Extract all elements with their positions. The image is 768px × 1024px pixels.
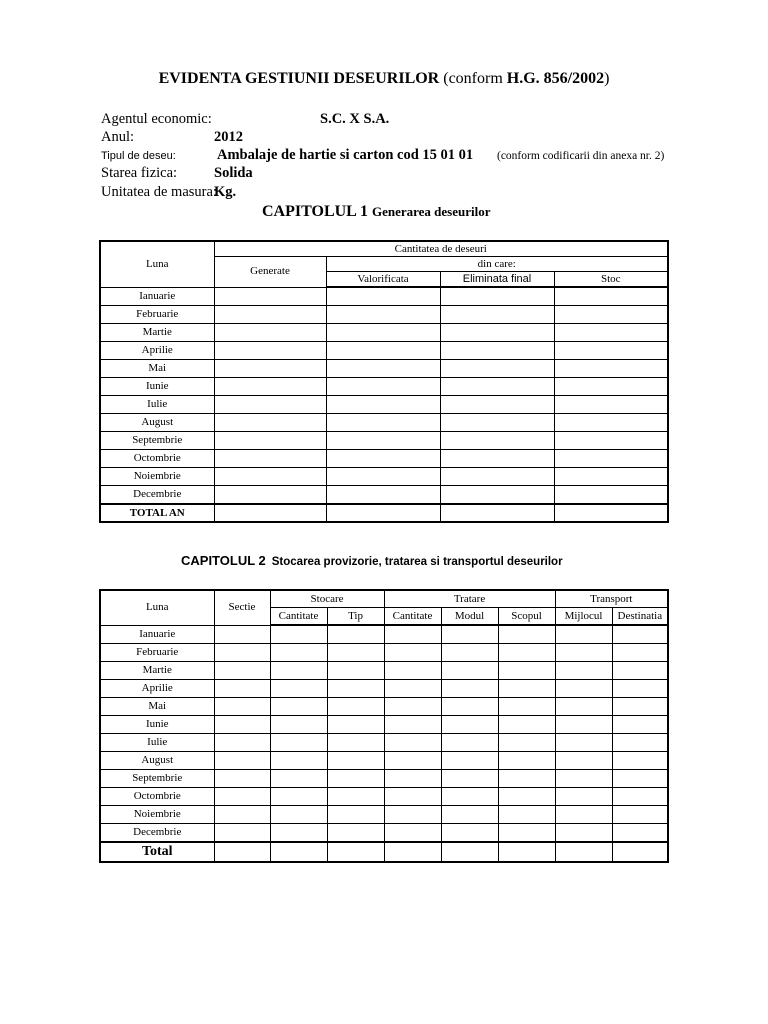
total-row	[100, 842, 668, 862]
data-cell[interactable]	[441, 625, 498, 644]
data-cell[interactable]	[214, 662, 270, 680]
data-cell[interactable]	[612, 716, 668, 734]
month-cell: Decembrie	[100, 486, 214, 505]
chapter1-heading	[262, 203, 490, 221]
type-note: (conform codificarii din anexa nr. 2)	[497, 150, 665, 162]
eliminata-cell[interactable]	[440, 396, 554, 414]
data-cell[interactable]	[555, 734, 612, 752]
data-cell[interactable]	[270, 824, 327, 843]
valorificata-cell[interactable]	[326, 342, 440, 360]
header-tratare-modul: Modul	[441, 608, 498, 626]
unit-label: Unitatea de masura:	[101, 184, 217, 200]
generate-cell[interactable]	[214, 396, 326, 414]
generate-cell[interactable]	[214, 414, 326, 432]
chapter1-title: Generarea deseurilor	[371, 204, 491, 219]
data-cell[interactable]	[214, 644, 270, 662]
generate-cell[interactable]	[214, 378, 326, 396]
year-value: 2012	[214, 129, 243, 145]
data-cell[interactable]	[384, 625, 441, 644]
header-stoc: Stoc	[554, 272, 668, 288]
header-sectie: Sectie	[214, 590, 270, 625]
month-cell: Septembrie	[100, 770, 214, 788]
eliminata-cell[interactable]	[440, 360, 554, 378]
chapter2-number: CAPITOLUL 2	[181, 553, 266, 568]
data-cell[interactable]	[498, 698, 555, 716]
data-cell[interactable]	[214, 625, 270, 644]
data-cell[interactable]	[555, 770, 612, 788]
title-ref: H.G. 856/2002	[506, 70, 605, 87]
data-cell[interactable]	[384, 644, 441, 662]
total-cell[interactable]	[498, 842, 555, 862]
generate-cell[interactable]	[214, 324, 326, 342]
data-cell[interactable]	[384, 680, 441, 698]
data-cell[interactable]	[555, 698, 612, 716]
table-row	[100, 824, 668, 843]
eliminata-cell[interactable]	[440, 486, 554, 505]
valorificata-cell[interactable]	[326, 396, 440, 414]
stoc-cell[interactable]	[554, 306, 668, 324]
data-cell[interactable]	[612, 680, 668, 698]
generate-cell[interactable]	[214, 468, 326, 486]
table-row	[100, 752, 668, 770]
total-label: TOTAL AN	[100, 504, 214, 522]
total-cell[interactable]	[327, 842, 384, 862]
data-cell[interactable]	[555, 806, 612, 824]
month-cell: Iunie	[100, 716, 214, 734]
data-cell[interactable]	[612, 662, 668, 680]
header-luna: Luna	[100, 241, 214, 287]
data-cell[interactable]	[555, 680, 612, 698]
data-cell[interactable]	[441, 698, 498, 716]
data-cell[interactable]	[441, 806, 498, 824]
header-din-care: din care:	[326, 257, 668, 272]
year-label: Anul:	[101, 129, 135, 145]
data-cell[interactable]	[555, 716, 612, 734]
total-cell[interactable]	[441, 842, 498, 862]
eliminata-cell[interactable]	[440, 414, 554, 432]
table-row	[100, 806, 668, 824]
data-cell[interactable]	[498, 824, 555, 843]
data-cell[interactable]	[555, 788, 612, 806]
data-cell[interactable]	[612, 698, 668, 716]
month-cell: Februarie	[100, 644, 214, 662]
data-cell[interactable]	[498, 662, 555, 680]
generate-cell[interactable]	[214, 450, 326, 468]
data-cell[interactable]	[384, 770, 441, 788]
header-generate: Generate	[214, 257, 326, 288]
title-paren-open: (conform	[443, 70, 507, 87]
data-cell[interactable]	[214, 752, 270, 770]
data-cell[interactable]	[441, 752, 498, 770]
data-cell[interactable]	[384, 716, 441, 734]
chapter2-title: Stocarea provizorie, tratarea si transportul deseurilor	[271, 556, 563, 568]
data-cell[interactable]	[441, 788, 498, 806]
month-cell: Ianuarie	[100, 625, 214, 644]
data-cell[interactable]	[327, 680, 384, 698]
generate-cell[interactable]	[214, 486, 326, 505]
stoc-cell[interactable]	[554, 468, 668, 486]
total-cell[interactable]	[555, 842, 612, 862]
data-cell[interactable]	[612, 770, 668, 788]
data-cell[interactable]	[270, 644, 327, 662]
data-cell[interactable]	[498, 752, 555, 770]
table-row	[100, 788, 668, 806]
data-cell[interactable]	[555, 824, 612, 843]
month-cell: Aprilie	[100, 342, 214, 360]
header-cantitatea: Cantitatea de deseuri	[214, 241, 668, 257]
table-row	[100, 468, 668, 486]
data-cell[interactable]	[327, 788, 384, 806]
type-label: Tipul de deseu:	[101, 150, 176, 162]
data-cell[interactable]	[498, 788, 555, 806]
data-cell[interactable]	[612, 644, 668, 662]
data-cell[interactable]	[441, 662, 498, 680]
month-cell: Noiembrie	[100, 468, 214, 486]
header-eliminata: Eliminata final	[440, 272, 554, 288]
month-cell: Mai	[100, 360, 214, 378]
month-cell: Iulie	[100, 734, 214, 752]
month-cell: Iunie	[100, 378, 214, 396]
valorificata-cell[interactable]	[326, 450, 440, 468]
generate-cell[interactable]	[214, 287, 326, 306]
data-cell[interactable]	[612, 752, 668, 770]
data-cell[interactable]	[555, 644, 612, 662]
data-cell[interactable]	[270, 770, 327, 788]
table-row	[100, 680, 668, 698]
data-cell[interactable]	[214, 680, 270, 698]
data-cell[interactable]	[384, 824, 441, 843]
valorificata-cell[interactable]	[326, 287, 440, 306]
month-cell: Octombrie	[100, 788, 214, 806]
month-cell: Septembrie	[100, 432, 214, 450]
data-cell[interactable]	[612, 824, 668, 843]
data-cell[interactable]	[498, 734, 555, 752]
data-cell[interactable]	[214, 698, 270, 716]
data-cell[interactable]	[498, 716, 555, 734]
eliminata-cell[interactable]	[440, 306, 554, 324]
data-cell[interactable]	[555, 662, 612, 680]
month-cell: Octombrie	[100, 450, 214, 468]
table-row	[100, 698, 668, 716]
stoc-cell[interactable]	[554, 414, 668, 432]
month-cell: Martie	[100, 324, 214, 342]
data-cell[interactable]	[270, 752, 327, 770]
month-cell: August	[100, 414, 214, 432]
data-cell[interactable]	[441, 644, 498, 662]
data-cell[interactable]	[214, 788, 270, 806]
valorificata-cell[interactable]	[326, 414, 440, 432]
data-cell[interactable]	[555, 625, 612, 644]
generate-cell[interactable]	[214, 306, 326, 324]
data-cell[interactable]	[384, 788, 441, 806]
data-cell[interactable]	[270, 716, 327, 734]
month-cell: Iulie	[100, 396, 214, 414]
month-cell: Februarie	[100, 306, 214, 324]
data-cell[interactable]	[498, 625, 555, 644]
data-cell[interactable]	[441, 680, 498, 698]
data-cell[interactable]	[612, 625, 668, 644]
data-cell[interactable]	[214, 734, 270, 752]
agent-value: S.C. X S.A.	[320, 111, 390, 127]
title-paren-close: )	[604, 70, 610, 87]
month-cell: Martie	[100, 662, 214, 680]
valorificata-cell[interactable]	[326, 324, 440, 342]
type-value: Ambalaje de hartie si carton cod 15 01 01	[217, 147, 474, 163]
data-cell[interactable]	[384, 662, 441, 680]
valorificata-cell[interactable]	[326, 378, 440, 396]
data-cell[interactable]	[441, 824, 498, 843]
header-valorificata: Valorificata	[326, 272, 440, 288]
table-row	[100, 342, 668, 360]
month-cell: August	[100, 752, 214, 770]
table-row	[100, 432, 668, 450]
total-cell[interactable]	[384, 842, 441, 862]
table-row	[100, 378, 668, 396]
table-row	[100, 625, 668, 644]
table-row	[100, 450, 668, 468]
table-row	[100, 734, 668, 752]
eliminata-cell[interactable]	[440, 432, 554, 450]
month-cell: Aprilie	[100, 680, 214, 698]
header-tratare: Tratare	[384, 590, 555, 608]
data-cell[interactable]	[214, 716, 270, 734]
data-cell[interactable]	[327, 662, 384, 680]
data-cell[interactable]	[327, 770, 384, 788]
data-cell[interactable]	[327, 698, 384, 716]
header-tratare-scopul: Scopul	[498, 608, 555, 626]
table-row	[100, 324, 668, 342]
data-cell[interactable]	[270, 698, 327, 716]
total-cell[interactable]	[270, 842, 327, 862]
data-cell[interactable]	[327, 625, 384, 644]
eliminata-cell[interactable]	[440, 450, 554, 468]
data-cell[interactable]	[270, 788, 327, 806]
data-cell[interactable]	[384, 752, 441, 770]
header-tratare-cantitate: Cantitate	[384, 608, 441, 626]
data-cell[interactable]	[555, 752, 612, 770]
generate-cell[interactable]	[214, 360, 326, 378]
total-cell[interactable]	[214, 842, 270, 862]
data-cell[interactable]	[327, 752, 384, 770]
data-cell[interactable]	[384, 734, 441, 752]
header-transport-destinatia: Destinatia	[612, 608, 668, 626]
eliminata-cell[interactable]	[440, 342, 554, 360]
data-cell[interactable]	[270, 625, 327, 644]
header-transport-mijlocul: Mijlocul	[555, 608, 612, 626]
header-luna: Luna	[100, 590, 214, 625]
data-cell[interactable]	[612, 788, 668, 806]
generate-cell[interactable]	[214, 342, 326, 360]
table-row	[100, 306, 668, 324]
valorificata-cell[interactable]	[326, 486, 440, 505]
data-cell[interactable]	[270, 806, 327, 824]
table-row	[100, 770, 668, 788]
table-row	[100, 396, 668, 414]
data-cell[interactable]	[270, 662, 327, 680]
chapter2-table	[99, 589, 669, 863]
stoc-cell[interactable]	[554, 342, 668, 360]
month-cell: Mai	[100, 698, 214, 716]
total-cell[interactable]	[612, 842, 668, 862]
eliminata-cell[interactable]	[440, 324, 554, 342]
eliminata-cell[interactable]	[440, 378, 554, 396]
data-cell[interactable]	[327, 644, 384, 662]
stoc-cell[interactable]	[554, 360, 668, 378]
generate-cell[interactable]	[214, 432, 326, 450]
total-row	[100, 504, 668, 522]
stoc-cell[interactable]	[554, 287, 668, 306]
agent-label: Agentul economic:	[101, 111, 212, 127]
data-cell[interactable]	[498, 680, 555, 698]
data-cell[interactable]	[498, 770, 555, 788]
chapter1-number: CAPITOLUL 1	[262, 203, 368, 220]
table-row	[100, 486, 668, 505]
eliminata-cell[interactable]	[440, 468, 554, 486]
chapter2-heading	[181, 552, 563, 570]
valorificata-cell[interactable]	[326, 468, 440, 486]
total-label: Total	[100, 842, 214, 862]
table-row	[100, 716, 668, 734]
data-cell[interactable]	[612, 734, 668, 752]
title-main: EVIDENTA GESTIUNII DESEURILOR	[158, 70, 440, 87]
state-label: Starea fizica:	[101, 165, 178, 181]
table-row	[100, 662, 668, 680]
data-cell[interactable]	[612, 806, 668, 824]
state-value: Solida	[214, 165, 253, 181]
header-stocare-tip: Tip	[327, 608, 384, 626]
data-cell[interactable]	[384, 698, 441, 716]
data-cell[interactable]	[270, 734, 327, 752]
valorificata-cell[interactable]	[326, 360, 440, 378]
data-cell[interactable]	[441, 734, 498, 752]
data-cell[interactable]	[327, 806, 384, 824]
month-cell: Noiembrie	[100, 806, 214, 824]
stoc-cell[interactable]	[554, 486, 668, 505]
table-row	[100, 287, 668, 306]
month-cell: Ianuarie	[100, 287, 214, 306]
stoc-cell[interactable]	[554, 396, 668, 414]
data-cell[interactable]	[441, 716, 498, 734]
stoc-cell[interactable]	[554, 378, 668, 396]
header-transport: Transport	[555, 590, 668, 608]
table-row	[100, 414, 668, 432]
data-cell[interactable]	[498, 806, 555, 824]
data-cell[interactable]	[327, 734, 384, 752]
valorificata-cell[interactable]	[326, 432, 440, 450]
data-cell[interactable]	[498, 644, 555, 662]
eliminata-cell[interactable]	[440, 287, 554, 306]
header-stocare-cantitate: Cantitate	[270, 608, 327, 626]
month-cell: Decembrie	[100, 824, 214, 843]
total-valorificata-cell[interactable]	[326, 504, 440, 522]
data-cell[interactable]	[327, 716, 384, 734]
chapter1-table	[99, 240, 669, 523]
table-row	[100, 360, 668, 378]
stoc-cell[interactable]	[554, 450, 668, 468]
total-generate-cell[interactable]	[214, 504, 326, 522]
data-cell[interactable]	[214, 770, 270, 788]
stoc-cell[interactable]	[554, 324, 668, 342]
data-cell[interactable]	[270, 680, 327, 698]
total-eliminata-cell[interactable]	[440, 504, 554, 522]
data-cell[interactable]	[384, 806, 441, 824]
data-cell[interactable]	[441, 770, 498, 788]
table-row	[100, 644, 668, 662]
data-cell[interactable]	[327, 824, 384, 843]
data-cell[interactable]	[214, 824, 270, 843]
stoc-cell[interactable]	[554, 432, 668, 450]
valorificata-cell[interactable]	[326, 306, 440, 324]
data-cell[interactable]	[214, 806, 270, 824]
unit-value: Kg.	[214, 184, 237, 200]
header-stocare: Stocare	[270, 590, 384, 608]
document-title	[0, 70, 768, 88]
total-stoc-cell[interactable]	[554, 504, 668, 522]
